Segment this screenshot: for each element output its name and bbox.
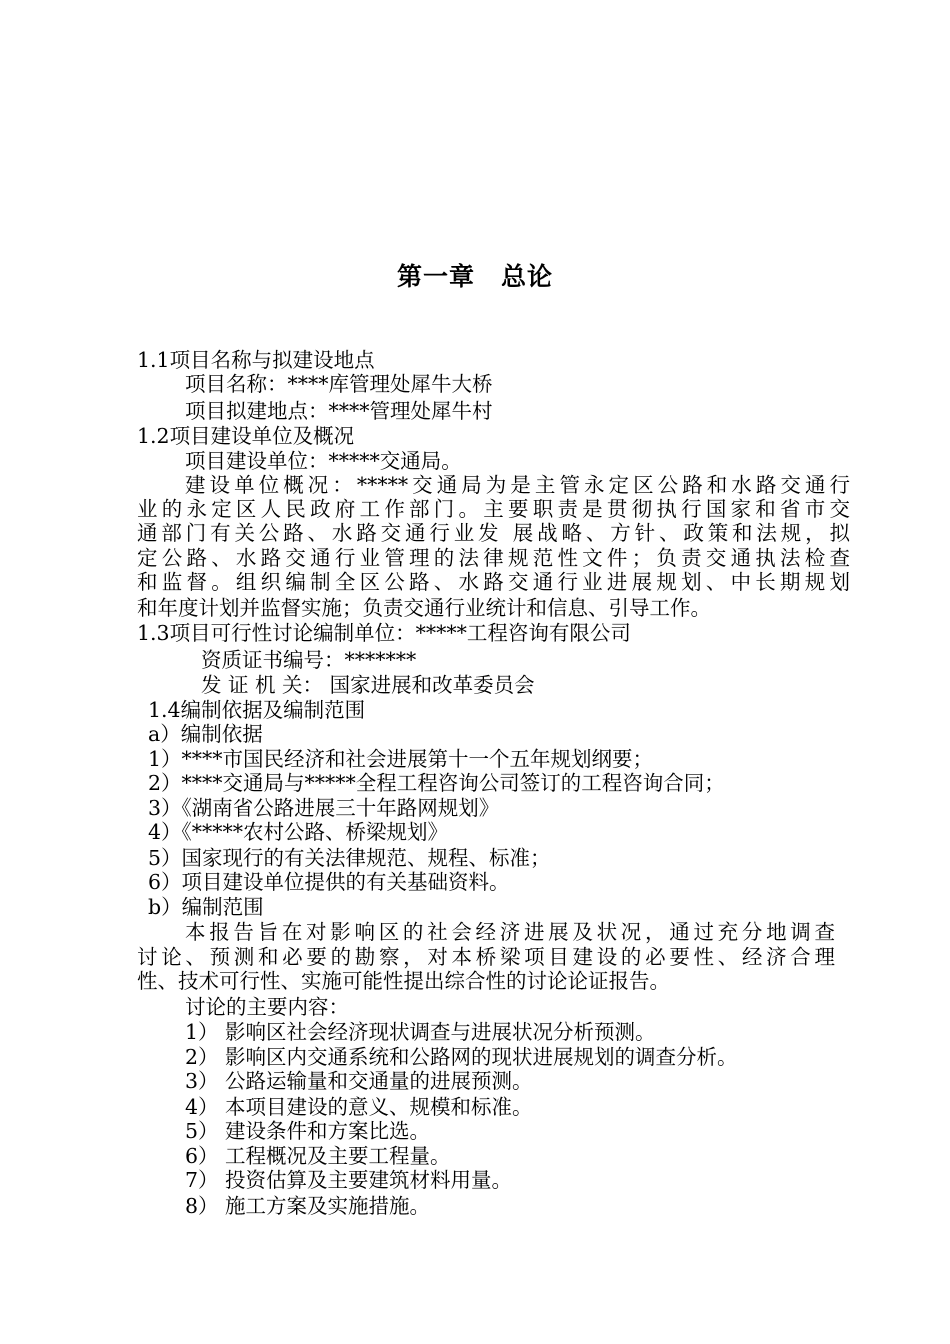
list-item: 4）《*****农村公路、桥梁规划》: [148, 820, 449, 844]
chapter-title: 第一章 总论: [396, 262, 553, 291]
list-item: 1）****市国民经济和社会进展第十一个五年规划纲要；: [148, 747, 654, 771]
list-item: 3）《湖南省公路进展三十年路网规划》: [148, 796, 500, 820]
list-item: 5）国家现行的有关法律规范、规程、标准；: [148, 846, 551, 870]
list-item: 6）项目建设单位提供的有关基础资料。: [148, 870, 510, 894]
paragraph-line: 性、技术可行性、实施可能性提出综合性的讨论论证报告。: [137, 969, 670, 993]
list-item: 4） 本项目建设的意义、规模和标准。: [185, 1095, 533, 1119]
section-heading: 1.1项目名称与拟建设地点: [137, 348, 375, 372]
list-item: 5） 建设条件和方案比选。: [185, 1119, 431, 1143]
paragraph-line: 本报告旨在对影响区的社会经济进展及状况，通过充分地调查: [185, 920, 835, 944]
list-item: 1） 影响区社会经济现状调查与进展状况分析预测。: [185, 1020, 656, 1044]
list-item: 2） 影响区内交通系统和公路网的现状进展规划的调查分析。: [185, 1045, 738, 1069]
section-heading: 1.3项目可行性讨论编制单位：*****工程咨询有限公司: [137, 621, 631, 645]
issuing-authority: 发 证 机 关： 国家进展和改革委员会: [201, 673, 535, 697]
sub-heading: b）编制范围: [148, 895, 264, 919]
paragraph-line: 通部门有关公路、水路交通行业发 展战略、方针、政策和法规，拟: [137, 521, 850, 545]
construction-unit: 项目建设单位：*****交通局。: [185, 449, 462, 473]
paragraph-line: 定公路、水路交通行业管理的法律规范性文件；负责交通执法检查: [137, 546, 850, 570]
sub-heading: a）编制依据: [148, 722, 263, 746]
list-item: 7） 投资估算及主要建筑材料用量。: [185, 1168, 513, 1192]
paragraph-line: 业的永定区人民政府工作部门。主要职责是贯彻执行国家和省市交: [137, 497, 850, 521]
list-item: 2）****交通局与*****全程工程咨询公司签订的工程咨询合同；: [148, 771, 725, 795]
section-heading: 1.2项目建设单位及概况: [137, 424, 355, 448]
project-name: 项目名称：****库管理处犀牛大桥: [185, 372, 493, 396]
list-item: 3） 公路运输量和交通量的进展预测。: [185, 1069, 533, 1093]
project-location: 项目拟建地点：****管理处犀牛村: [185, 399, 493, 423]
paragraph-line: 建设单位概况：*****交通局为是主管永定区公路和水路交通行: [185, 473, 850, 497]
list-item: 8） 施工方案及实施措施。: [185, 1194, 431, 1218]
sub-heading: 讨论的主要内容：: [185, 995, 349, 1019]
list-item: 6） 工程概况及主要工程量。: [185, 1144, 451, 1168]
section-heading: 1.4编制依据及编制范围: [148, 698, 366, 722]
paragraph-line: 讨论、预测和必要的勘察，对本桥梁项目建设的必要性、经济合理: [137, 945, 835, 969]
paragraph-line: 和监督。组织编制全区公路、水路交通行业进展规划、中长期规划: [137, 570, 850, 594]
paragraph-line: 和年度计划并监督实施；负责交通行业统计和信息、引导工作。: [137, 596, 711, 620]
certificate-number: 资质证书编号：*******: [201, 648, 417, 672]
